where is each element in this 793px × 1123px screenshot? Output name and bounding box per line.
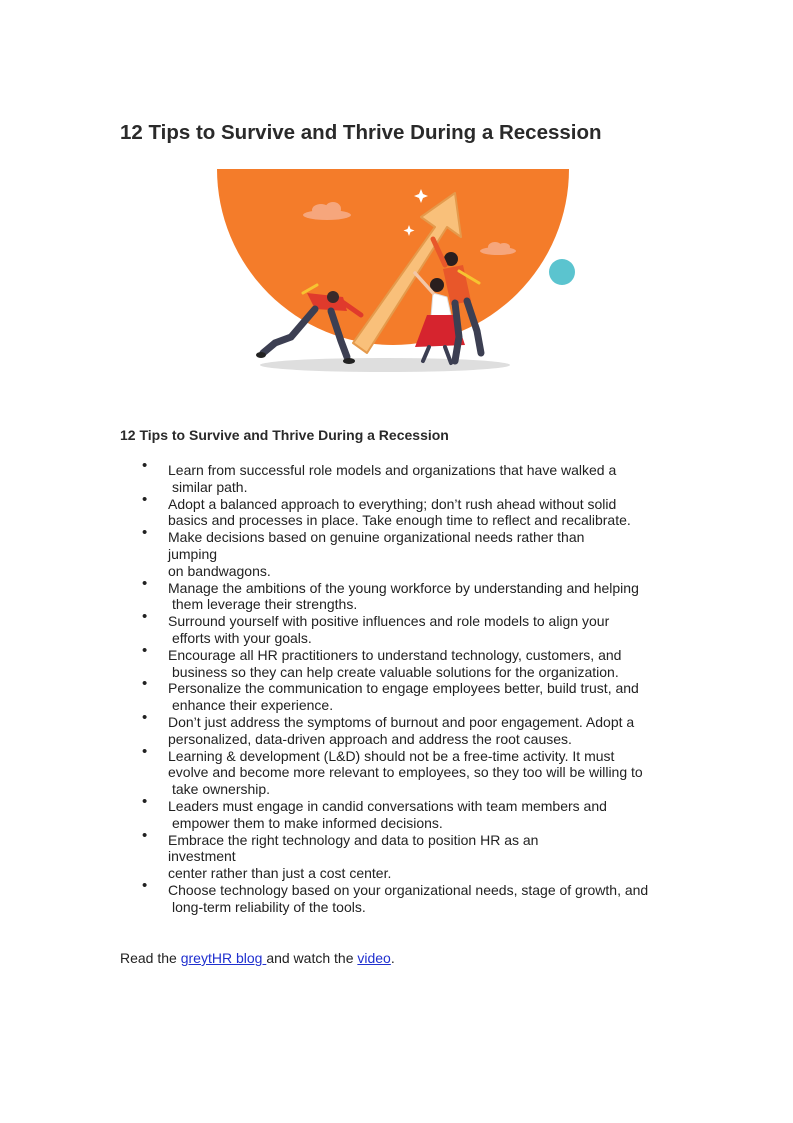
tip-line: efforts with your goals.: [172, 629, 312, 646]
page-title: 12 Tips to Survive and Thrive During a Recession: [120, 121, 602, 144]
list-item: [140, 529, 680, 579]
tip-line: long-term reliability of the tools.: [172, 898, 366, 915]
orange-sun-shape: [217, 169, 569, 345]
list-item: [140, 680, 680, 714]
tip-line: personalized, data-driven approach and address the root causes.: [168, 730, 572, 747]
greythr-blog-link[interactable]: greytHR blog: [180, 950, 267, 966]
tip-line: • Don’t just address the symptoms of burnout and poor engagement. Adopt a: [168, 713, 635, 730]
tip-line: • Make decisions based on genuine organizational needs rather than: [168, 529, 585, 546]
team-pushing-growth-arrow-illustration: [215, 165, 585, 380]
tip-line: empower them to make informed decisions.: [172, 814, 443, 831]
list-item: [140, 798, 680, 832]
ground-shadow: [260, 358, 510, 372]
list-item: [140, 882, 680, 916]
list-item: [140, 580, 680, 614]
tip-line: • Adopt a balanced approach to everything; don’t rush ahead without solid: [168, 495, 617, 512]
tip-line: investment: [168, 848, 236, 865]
list-item: [140, 613, 680, 647]
tips-list: [140, 462, 680, 916]
tip-line: • Surround yourself with positive influences and role models to align your: [168, 613, 610, 630]
list-item: [140, 832, 680, 882]
tip-line: • Encourage all HR practitioners to understand technology, customers, and: [168, 646, 622, 663]
tip-line: on bandwagons.: [168, 562, 271, 579]
section-title: 12 Tips to Survive and Thrive During a Recession: [120, 427, 449, 443]
tip-line: center rather than just a cost center.: [168, 865, 392, 882]
tip-line: similar path.: [172, 478, 248, 495]
tip-line: • Embrace the right technology and data to position HR as an: [168, 831, 539, 848]
tip-line: them leverage their strengths.: [172, 596, 358, 613]
teal-dot: [549, 259, 575, 285]
list-item: [140, 748, 680, 798]
tip-line: • Learn from successful role models and organizations that have walked a: [168, 462, 617, 478]
list-item: [140, 462, 680, 496]
footer-suffix: .: [390, 950, 395, 966]
tip-line: basics and processes in place. Take enough time to reflect and recalibrate.: [168, 512, 631, 529]
footer-middle: and watch the: [266, 950, 358, 966]
tip-line: evolve and become more relevant to employees, so they too will be willing to: [168, 764, 643, 781]
tip-line: business so they can help create valuable solutions for the organization.: [172, 663, 619, 680]
tip-line: • Personalize the communication to engage employees better, build trust, and: [168, 680, 639, 697]
tip-line: • Leaders must engage in candid conversations with team members and: [168, 797, 607, 814]
tip-line: enhance their experience.: [172, 697, 334, 714]
tip-line: • Choose technology based on your organizational needs, stage of growth, and: [168, 881, 649, 898]
footer-paragraph: [120, 950, 395, 966]
list-item: [140, 647, 680, 681]
list-item: [140, 714, 680, 748]
footer-prefix: Read the: [120, 950, 181, 966]
tip-line: jumping: [168, 545, 218, 562]
tip-line: • Manage the ambitions of the young workforce by understanding and helping: [168, 579, 639, 596]
tip-line: take ownership.: [172, 781, 271, 798]
list-item: [140, 496, 680, 530]
video-link[interactable]: video: [357, 950, 391, 966]
tip-line: • Learning & development (L&D) should not be a free-time activity. It must: [168, 747, 615, 764]
